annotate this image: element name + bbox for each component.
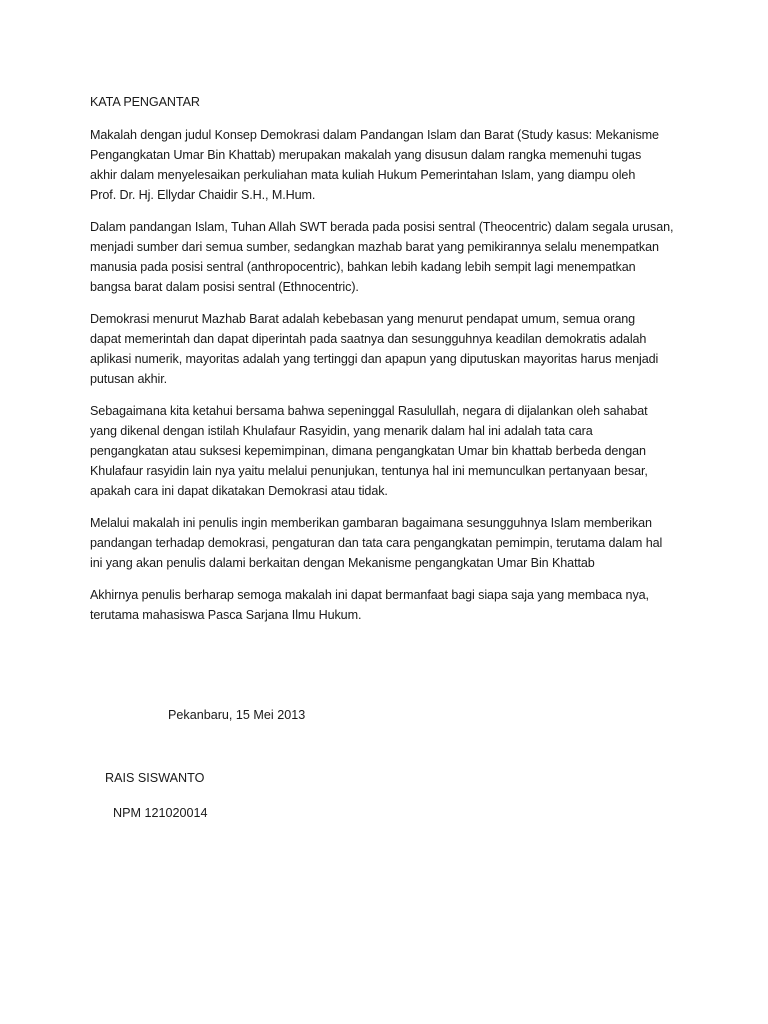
paragraph-6: Akhirnya penulis berharap semoga makalah ini dapat bermanfaat bagi siapa saja yang membaca nya, terutama mahasiswa Pasca Sarjana Ilmu Hukum. [90,588,649,622]
author-npm: NPM 121020014 [113,806,208,820]
document-title: KATA PENGANTAR [90,95,200,109]
paragraph-5: Melalui makalah ini penulis ingin memberikan gambaran bagaimana sesungguhnya Islam memberikan pandangan terhadap demokrasi, pengaturan dan tata cara pengangkatan pemimpin, terutama dalam hal ini yang akan penulis dalami berkaitan dengan Mekanisme pengangkatan Umar Bin Khattab [90,516,663,570]
paragraph-3: Demokrasi menurut Mazhab Barat adalah kebebasan yang menurut pendapat umum, semua orang dapat memerintah dan dapat diperintah pada saatnya dan sesungguhnya keadilan demokratis adalah aplikasi numerik, mayoritas adalah yang tertinggi dan apapun yang diputuskan mayoritas harus menjadi putusan akhir. [90,312,659,386]
author-name: RAIS SISWANTO [105,771,205,785]
place-date: Pekanbaru, 15 Mei 2013 [168,708,306,722]
document-body [90,92,690,637]
paragraph-4: Sebagaimana kita ketahui bersama bahwa sepeninggal Rasulullah, negara di dijalankan oleh sahabat yang dikenal dengan istilah Khulafaur Rasyidin, yang menarik dalam hal ini adalah tata cara pengangkatan atau suksesi kepemimpinan, dimana pengangkatan Umar bin khattab berbeda dengan Khulafaur rasyidin lain nya yaitu melalui penunjukan, tentunya hal ini memunculkan pertanyaan besar, apakah cara ini dapat dikatakan Demokrasi atau tidak. [90,404,648,498]
paragraph-1: Makalah dengan judul Konsep Demokrasi dalam Pandangan Islam dan Barat (Study kasus: Mekanisme Pengangkatan Umar Bin Khattab) merupakan makalah yang disusun dalam rangka memenuhi tugas akhir dalam menyelesaikan perkuliahan mata kuliah Hukum Pemerintahan Islam, yang diampu oleh Prof. Dr. Hj. Ellydar Chaidir S.H., M.Hum. [90,128,659,202]
paragraph-2: Dalam pandangan Islam, Tuhan Allah SWT berada pada posisi sentral (Theocentric) dalam segala urusan, menjadi sumber dari semua sumber, sedangkan mazhab barat yang pemikirannya selalu menempatkan manusia pada posisi sentral (anthropocentric), bahkan lebih kadang lebih sempit lagi menempatkan bangsa barat dalam posisi sentral (Ethnocentric). [90,220,674,294]
